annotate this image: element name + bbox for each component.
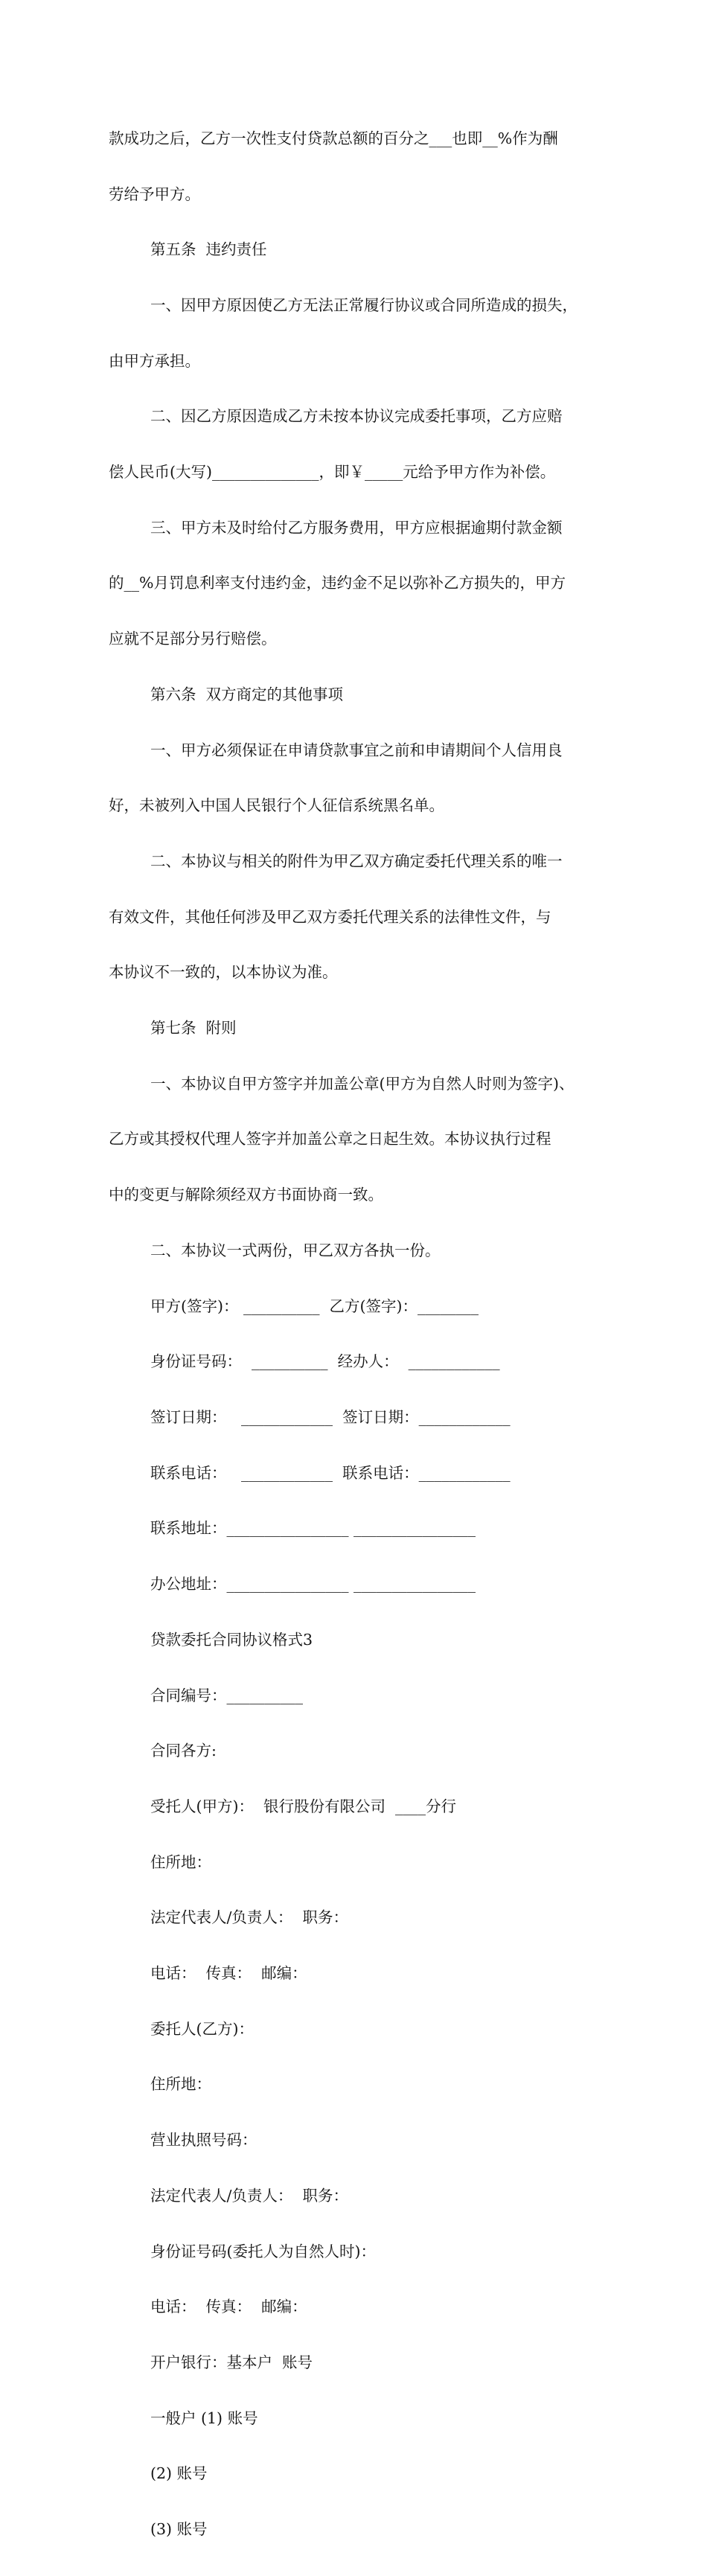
form-field: 住所地： [150, 2075, 211, 2094]
text-line: 三、甲方未及时给付乙方服务费用，甲方应根据逾期付款金额 [150, 518, 563, 537]
text-line: 二、本协议一式两份，甲乙双方各执一份。 [150, 1241, 441, 1259]
text-line: 乙方或其授权代理人签字并加盖公章之日起生效。本协议执行过程 [109, 1130, 551, 1148]
document-body [109, 92, 607, 2576]
form-field: 法定代表人/负责人： 职务： [150, 1908, 348, 1927]
section-heading: 第五条 违约责任 [150, 240, 267, 259]
text-line: 偿人民币(大写)______________，即￥_____元给予甲方作为补偿。 [109, 463, 556, 482]
signature-line: 签订日期： ____________ 签订日期：____________ [150, 1407, 511, 1426]
text-line: 的__%月罚息利率支付违约金，违约金不足以弥补乙方损失的，甲方 [109, 574, 566, 592]
form-field: 受托人(甲方)： 银行股份有限公司 ____分行 [150, 1797, 457, 1815]
signature-line: 甲方(签字)： __________ 乙方(签字)：________ [150, 1297, 479, 1315]
form-field: 住所地： [150, 1853, 211, 1871]
text-line: 有效文件，其他任何涉及甲乙双方委托代理关系的法律性文件，与 [109, 907, 551, 926]
form-field: 法定代表人/负责人： 职务： [150, 2186, 348, 2205]
form-field: 电话： 传真： 邮编： [150, 2298, 307, 2316]
section-heading: 第六条 双方商定的其他事项 [150, 685, 344, 703]
form-field: 一般户 (1) 账号 [150, 2409, 258, 2427]
form-field: (3) 账号 [150, 2520, 208, 2539]
text-line: 二、本协议与相关的附件为甲乙双方确定委托代理关系的唯一 [150, 851, 563, 870]
text-line: 本协议不一致的，以本协议为准。 [109, 963, 338, 982]
form-field: 委托人(乙方)： [150, 2019, 254, 2038]
form-field: 开户银行：基本户 账号 [150, 2353, 313, 2371]
signature-line: 身份证号码： __________ 经办人： ____________ [150, 1352, 500, 1371]
section-heading: 第七条 附则 [150, 1019, 237, 1038]
form-field: 合同编号：__________ [150, 1686, 303, 1704]
text-line: 一、甲方必须保证在申请贷款事宜之前和申请期间个人信用良 [150, 741, 563, 759]
text-line: 款成功之后，乙方一次性支付贷款总额的百分之___也即__%作为酬 [109, 129, 558, 147]
text-line: 好，未被列入中国人民银行个人征信系统黑名单。 [109, 796, 444, 815]
form-field: 营业执照号码： [150, 2131, 257, 2150]
form-field: (2) 账号 [150, 2464, 208, 2483]
form-field: 合同各方: [150, 1742, 217, 1760]
text-line: 由甲方承担。 [109, 351, 200, 370]
text-line: 劳给予甲方。 [109, 185, 200, 203]
text-line: 中的变更与解除须经双方书面协商一致。 [109, 1186, 383, 1204]
text-line: 应就不足部分另行赔偿。 [109, 630, 277, 648]
document-title: 贷款委托合同协议格式3 [150, 1630, 313, 1649]
form-field: 电话： 传真： 邮编： [150, 1964, 307, 1983]
text-line: 一、因甲方原因使乙方无法正常履行协议或合同所造成的损失， [150, 295, 578, 314]
signature-line: 联系电话： ____________ 联系电话：____________ [150, 1463, 511, 1482]
form-field: 身份证号码(委托人为自然人时)： [150, 2242, 376, 2260]
signature-line: 办公地址：________________ ________________ [150, 1575, 476, 1594]
signature-line: 联系地址：________________ ________________ [150, 1519, 476, 1538]
text-line: 二、因乙方原因造成乙方未按本协议完成委托事项，乙方应赔 [150, 407, 563, 426]
text-line: 一、本协议自甲方签字并加盖公章(甲方为自然人时则为签字)、 [150, 1074, 575, 1093]
